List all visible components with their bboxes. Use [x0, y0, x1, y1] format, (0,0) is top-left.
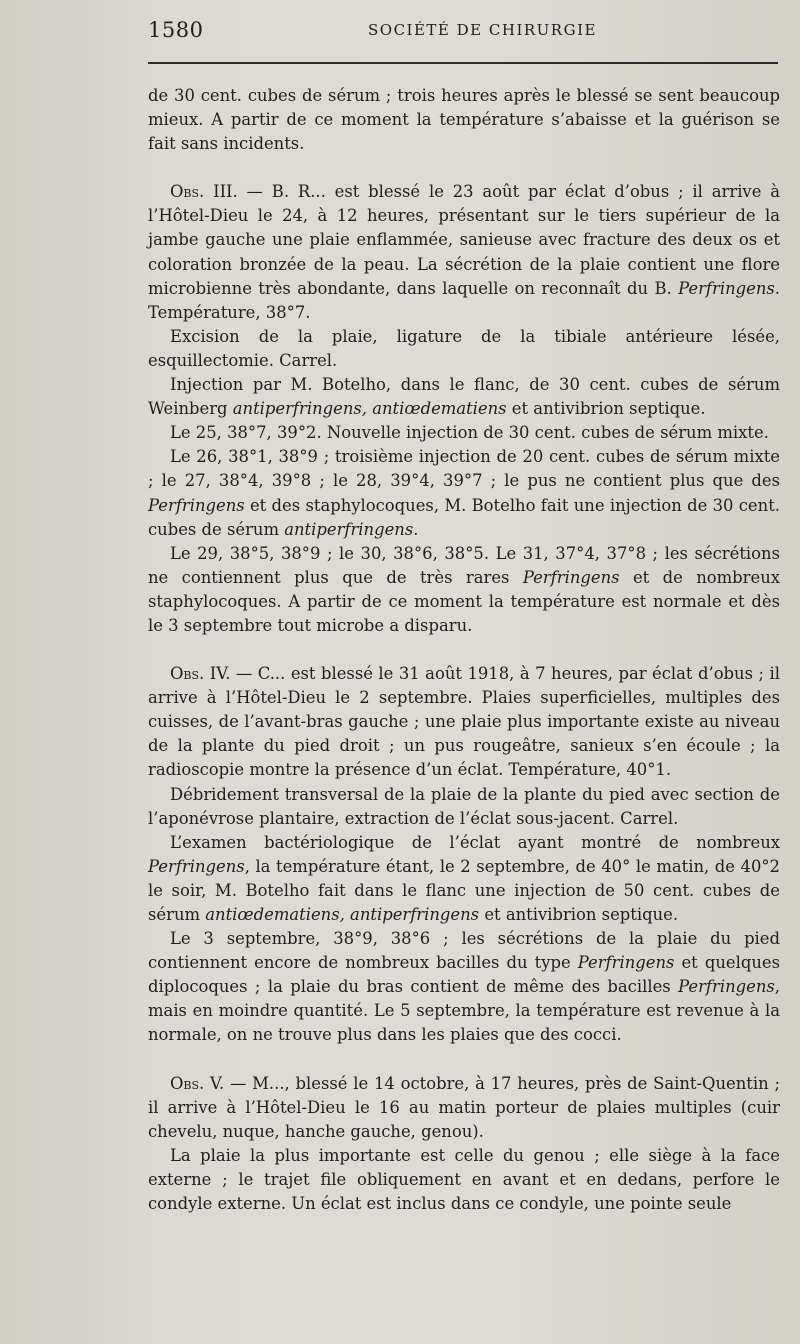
italic-text: antiperfringens, antiœdematiens — [232, 399, 507, 419]
text-run: de 30 cent. cubes de sérum ; trois heures après le blessé se sent beaucoup mieux. A partir de ce moment la température s’abaisse et la guérison se fait sans incidents. — [148, 86, 780, 154]
paragraph — [148, 445, 780, 541]
header-rule — [148, 62, 778, 64]
paragraph — [148, 662, 780, 782]
text-run: Le 29, 38°5, 38°9 ; le 30, 38°6, 38°5. Le 31, 37°4, 37°8 ; les sécrétions ne contiennent plus que de très rares — [148, 543, 780, 587]
text-run: . — [413, 519, 419, 539]
italic-text: antiperfringens — [284, 519, 414, 539]
text-run: Le 26, 38°1, 38°9 ; troisième injection de 20 cent. cubes de sérum mixte ; le 27, 38°4, 39°8 ; le 28, 39°4, 39°7 ; le pus ne contient plus que des — [148, 447, 780, 491]
paragraph — [148, 783, 780, 831]
text-run: Injection par M. Botelho, dans le flanc, de 30 cent. cubes de sérum Weinberg — [148, 375, 780, 419]
text-run: Le 3 septembre, 38°9, 38°6 ; les sécrétions de la plaie du pied contiennent encore de nombreux bacilles du type — [148, 929, 780, 973]
observation-label: Obs. III. — [170, 182, 238, 202]
text-run: Débridement transversal de la plaie de la plante du pied avec section de l’aponévrose plantaire, extraction de l’éclat sous-jacent. Carrel. — [148, 784, 780, 828]
italic-text: Perfringens — [148, 856, 245, 876]
running-title: SOCIÉTÉ DE CHIRURGIE — [368, 21, 597, 39]
paragraph — [148, 927, 780, 1047]
paragraph — [148, 84, 780, 156]
text-run: et de nombreux staphylocoques. A partir de ce moment la température est normale et dès le 3 septembre tout microbe a disparu. — [148, 567, 781, 635]
italic-text: antiœdematiens, antiperfringens — [205, 905, 480, 924]
text-run: — B. R... est blessé le 23 août par éclat d’obus ; il arrive à l’Hôtel-Dieu le 24, à 12 heures, présentant sur le tiers supérieur de la jambe gauche une plaie enflammée, sanieuse avec fracture des deux os et coloration bronzée de la peau. La sécrétion de la plaie contient une flore microbienne très abondante, dans laquelle on reconnaît du B. — [148, 182, 780, 298]
page-header — [148, 18, 778, 44]
observation-label: Obs. IV. — [170, 664, 231, 684]
italic-text: Perfringens — [577, 953, 675, 973]
paragraph — [148, 180, 780, 325]
page-number: 1580 — [148, 18, 204, 42]
text-run: . Température, 38°7. — [148, 278, 780, 322]
text-run: — M..., blessé le 14 octobre, à 17 heures, près de Saint-Quentin ; il arrive à l’Hôtel-Dieu le 16 au matin porteur de plaies multiples (cuir chevelu, nuque, hanche gauche, genou). — [148, 1073, 780, 1141]
text-run: et antivibrion septique. — [479, 905, 679, 924]
text-run: et quelques diplocoques ; la plaie du bras contient de même des bacilles — [148, 953, 780, 997]
text-run: L’examen bactériologique de l’éclat ayant montré de nombreux — [170, 832, 780, 852]
italic-text: Perfringens — [678, 278, 775, 298]
paragraph — [148, 831, 780, 927]
paragraph — [148, 1144, 780, 1216]
text-run: , mais en moindre quantité. Le 5 septembre, la température est revenue à la normale, on ne trouve plus dans les plaies que des cocci. — [148, 977, 780, 1045]
paragraph — [148, 542, 780, 638]
paragraph — [148, 1072, 780, 1144]
paragraph — [148, 325, 780, 373]
paragraph — [148, 421, 780, 445]
text-run: Le 25, 38°7, 39°2. Nouvelle injection de 30 cent. cubes de sérum mixte. — [170, 423, 769, 443]
text-run: , la température étant, le 2 septembre, de 40° le matin, de 40°2 le soir, M. Botelho fait dans le flanc une injection de 50 cent. cubes de sérum — [148, 856, 780, 924]
text-run: Excision de la plaie, ligature de la tibiale antérieure lésée, esquillectomie. Carrel. — [148, 326, 780, 370]
italic-text: Perfringens — [148, 495, 245, 515]
italic-text: Perfringens — [522, 567, 620, 587]
body-text — [148, 84, 780, 1216]
text-run: La plaie la plus importante est celle du genou ; elle siège à la face externe ; le trajet file obliquement en avant et en dedans, perfore le condyle externe. Un éclat est inclus dans ce condyle, une pointe seule — [148, 1145, 780, 1214]
observation-label: Obs. V. — [170, 1073, 225, 1093]
text-run: et des staphylocoques, M. Botelho fait une injection de 30 cent. cubes de sérum — [148, 495, 780, 539]
paragraph — [148, 373, 780, 421]
text-run: — C... est blessé le 31 août 1918, à 7 heures, par éclat d’obus ; il arrive à l’Hôtel-Dieu le 2 septembre. Plaies superficielles, multiples des cuisses, de l’avant-bras gauche ; une plaie plus importante existe au niveau de la plante du pied droit ; un pus rougeâtre, sanieux s’en écoule ; la radioscopie montre la présence d’un éclat. Température, 40°1. — [148, 664, 780, 780]
text-run: et antivibrion septique. — [506, 399, 706, 419]
italic-text: Perfringens — [678, 977, 775, 997]
